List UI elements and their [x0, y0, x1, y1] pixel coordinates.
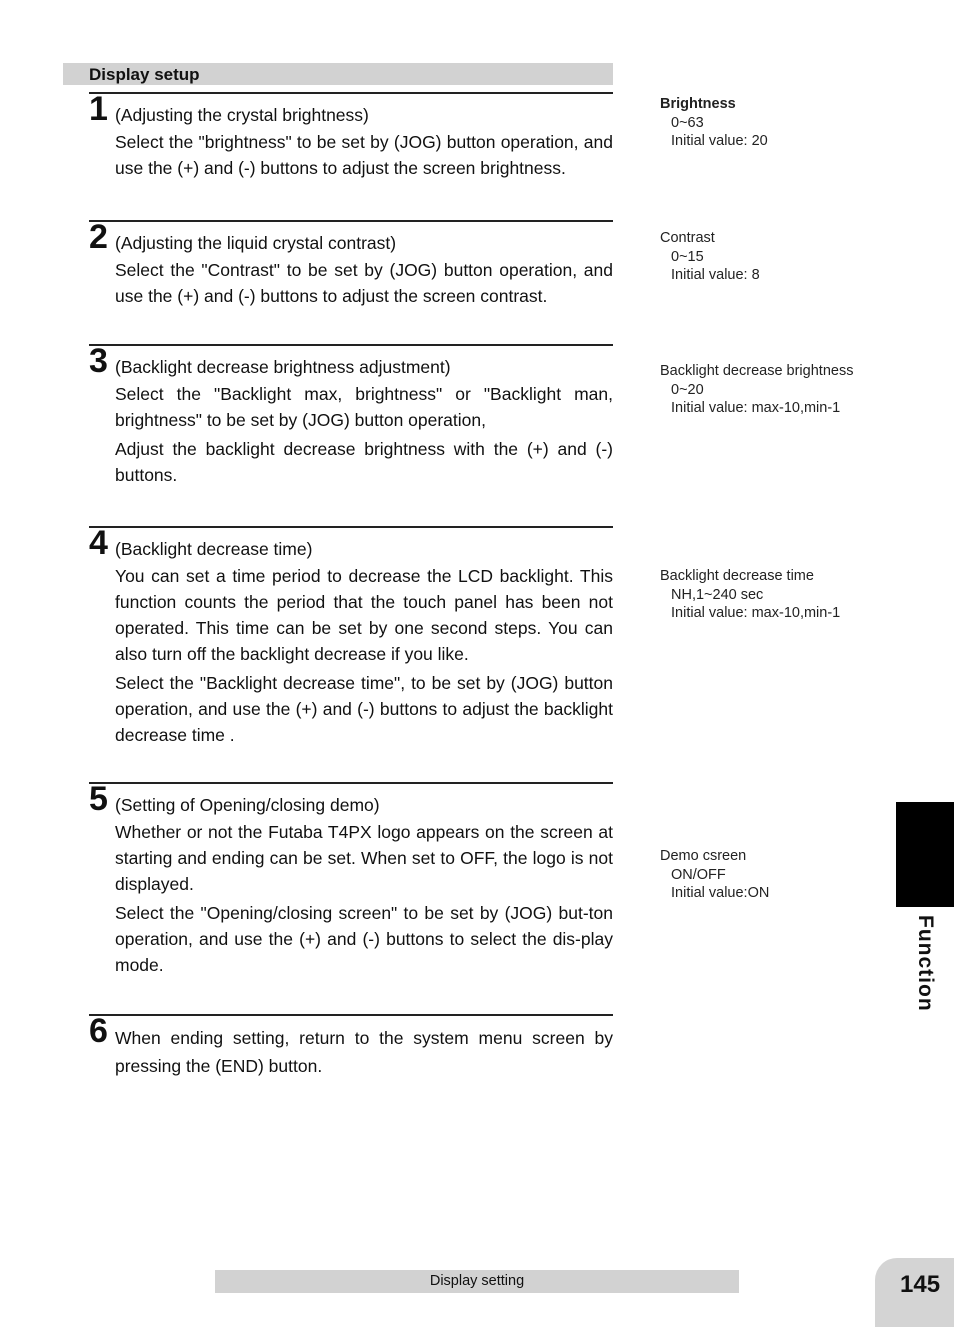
note-initial: Initial value: 20	[671, 133, 768, 149]
step-title: (Backlight decrease time)	[115, 539, 313, 559]
note-initial: Initial value: 8	[671, 267, 760, 283]
note-range: 0~15	[671, 248, 704, 265]
step-3	[89, 342, 613, 485]
chapter-tab-marker	[896, 802, 954, 907]
note-range: 0~63	[671, 114, 704, 131]
note-title: Demo csreen	[660, 848, 747, 864]
note-initial: Initial value: max-10,min-1	[671, 605, 841, 621]
section-title: Display setup	[89, 65, 200, 84]
step-paragraph: Select the "Contrast" to be set by (JOG) button operation, and use the (+) and (-) buttons to adjust the screen contrast.	[115, 260, 613, 306]
chapter-tab	[896, 915, 954, 1012]
step-paragraph: You can set a time period to decrease the LCD backlight. This function counts the period that the touch panel has been not operated. This time can be set by one second steps. You can also turn off the backlight decrease if you like.	[115, 566, 613, 664]
step-paragraph: Adjust the backlight decrease brightness with the (+) and (-) buttons.	[115, 439, 613, 485]
step-4	[89, 524, 613, 745]
page-number-tab	[875, 1258, 954, 1327]
note-title: Contrast	[660, 230, 715, 246]
step-6	[89, 1012, 613, 1076]
page-number: 145	[900, 1271, 941, 1298]
step-title: (Adjusting the liquid crystal contrast)	[115, 233, 397, 253]
step-body	[115, 129, 613, 184]
step-text: When ending setting, return to the system menu screen by pressing the (END) button.	[115, 1028, 613, 1076]
note-brightness	[660, 95, 890, 151]
step-paragraph: Select the "Backlight decrease time", to be set by (JOG) button operation, and use the (+) and (-) buttons to adjust the backlight decrease time .	[115, 673, 613, 745]
note-initial: Initial value:ON	[671, 885, 770, 901]
step-5	[89, 780, 613, 975]
step-body	[115, 563, 613, 751]
step-body	[115, 381, 613, 491]
note-backlight-time	[660, 567, 890, 623]
step-number: 4	[89, 524, 108, 562]
step-number: 3	[89, 342, 108, 380]
step-2	[89, 218, 613, 306]
step-paragraph: Select the "Opening/closing screen" to be set by (JOG) but-ton operation, and use the (+) and (-) buttons to select the dis-play mode.	[115, 903, 613, 975]
step-number: 1	[89, 90, 108, 128]
note-range: NH,1~240 sec	[671, 586, 764, 603]
step-body	[115, 819, 613, 981]
step-title: (Backlight decrease brightness adjustment)	[115, 357, 451, 377]
note-initial: Initial value: max-10,min-1	[671, 400, 841, 416]
footer-bar	[215, 1270, 739, 1293]
note-title: Brightness	[660, 96, 736, 112]
note-title: Backlight decrease brightness	[660, 363, 854, 379]
step-1	[89, 90, 613, 178]
step-paragraph: Whether or not the Futaba T4PX logo appears on the screen at starting and ending can be set. When set to OFF, the logo is not displayed.	[115, 822, 613, 894]
note-range: ON/OFF	[671, 866, 726, 883]
note-contrast	[660, 229, 890, 285]
note-title: Backlight decrease time	[660, 568, 814, 584]
note-range: 0~20	[671, 381, 704, 398]
chapter-tab-label: Function	[914, 915, 937, 1012]
note-demo-screen	[660, 847, 890, 903]
footer-label: Display setting	[429, 1273, 525, 1289]
step-body	[115, 257, 613, 312]
step-title: (Adjusting the crystal brightness)	[115, 105, 369, 125]
step-paragraph: Select the "brightness" to be set by (JOG) button operation, and use the (+) and (-) buttons to adjust the screen brightness.	[115, 132, 613, 178]
step-number: 5	[89, 780, 108, 818]
step-number: 2	[89, 218, 108, 256]
note-backlight-brightness	[660, 362, 890, 418]
section-header	[63, 63, 613, 85]
step-title: (Setting of Opening/closing demo)	[115, 795, 380, 815]
step-number: 6	[89, 1012, 108, 1050]
step-paragraph: Select the "Backlight max, brightness" or "Backlight man, brightness" to be set by (JOG) button operation,	[115, 384, 613, 430]
